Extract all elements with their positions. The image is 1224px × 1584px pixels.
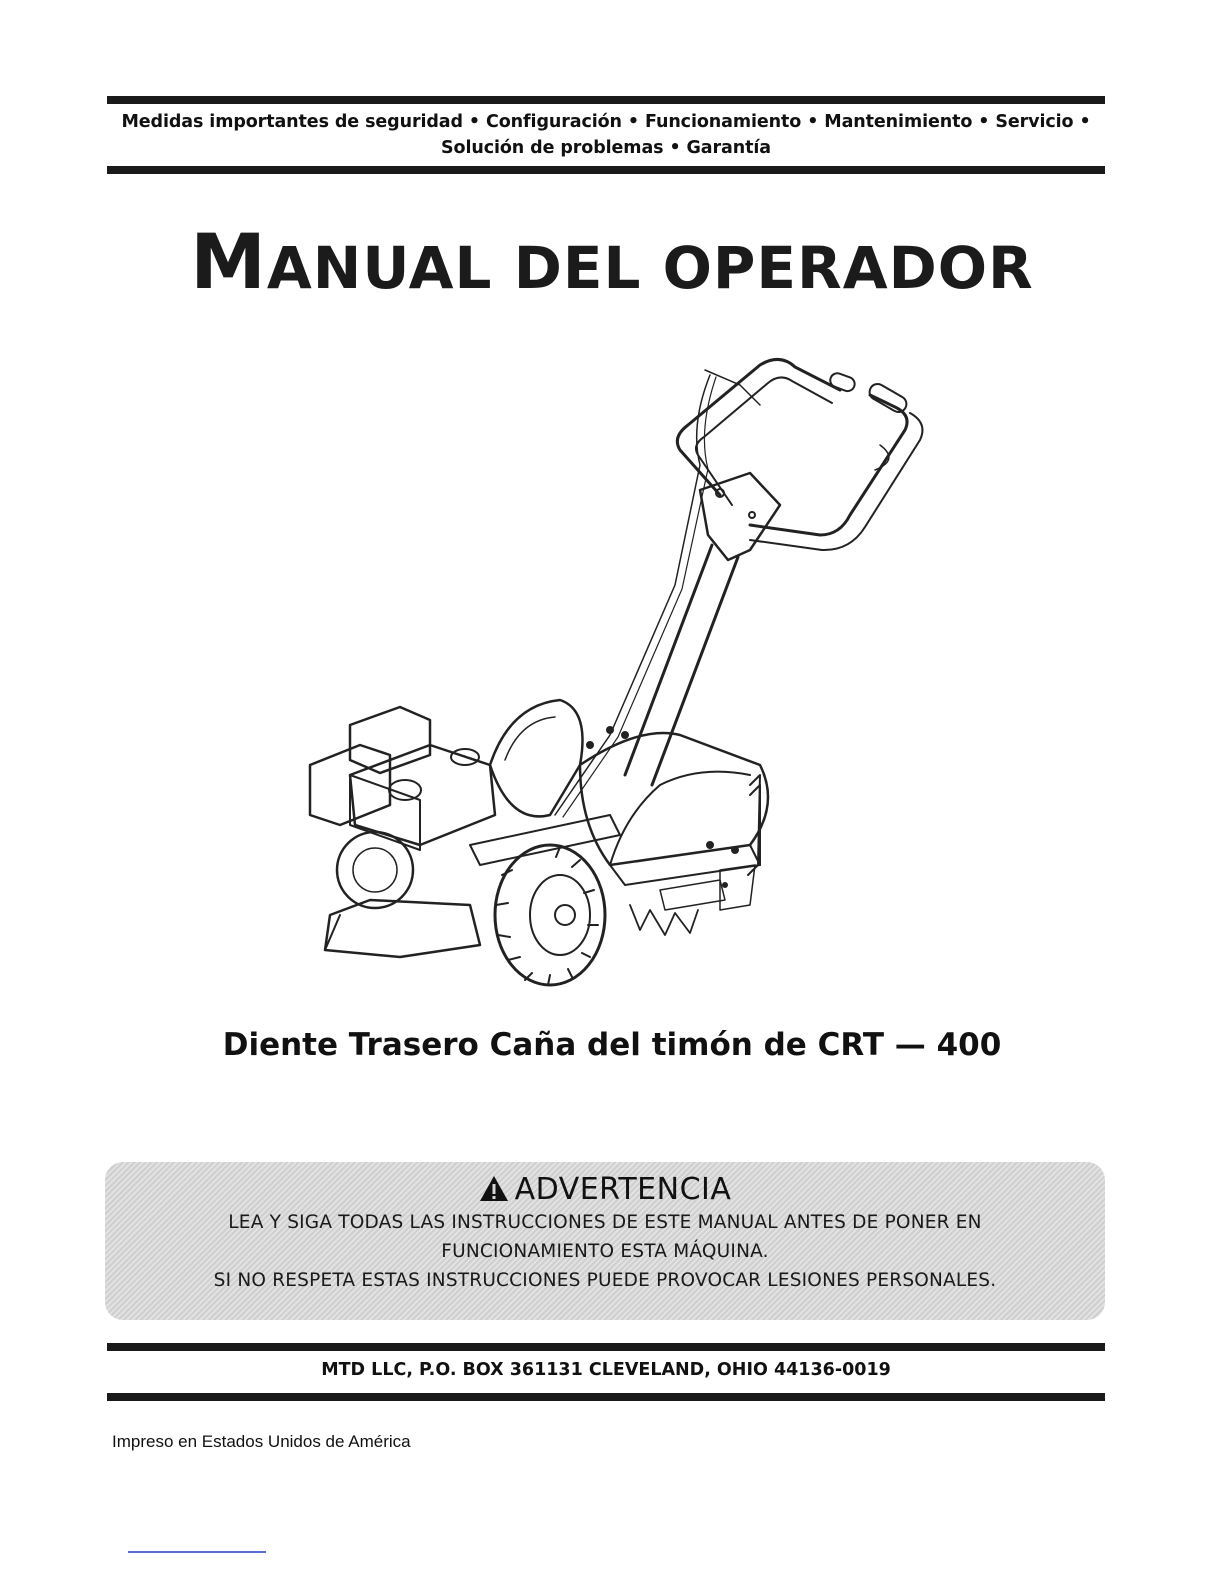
- topics-line-1: Medidas importantes de seguridad • Configuración • Funcionamiento • Mantenimiento • Servicio •: [121, 112, 1091, 132]
- warning-line-1: LEA Y SIGA TODAS LAS INSTRUCCIONES DE ESTE MANUAL ANTES DE PONER EN: [228, 1212, 982, 1233]
- bottom-rule-upper: [107, 1343, 1105, 1351]
- title-rest: ANUAL DEL OPERADOR: [266, 234, 1034, 302]
- topics-line-2: Solución de problemas • Garantía: [441, 138, 771, 158]
- footnote-line: [128, 1551, 266, 1553]
- warning-line-2: FUNCIONAMIENTO ESTA MÁQUINA.: [441, 1241, 769, 1262]
- page-title: [0, 217, 1224, 308]
- warning-heading-text: ADVERTENCIA: [514, 1172, 732, 1207]
- top-rule-lower: [107, 166, 1105, 174]
- model-subtitle: Diente Trasero Caña del timón de CRT — 400: [222, 1027, 1002, 1063]
- title-initial: M: [190, 217, 267, 306]
- tiller-illustration: [280, 345, 940, 1010]
- warning-heading: [105, 1170, 1105, 1210]
- bottom-rule-lower: [107, 1393, 1105, 1401]
- printed-in-note: Impreso en Estados Unidos de América: [112, 1432, 411, 1451]
- company-address: MTD LLC, P.O. BOX 361131 CLEVELAND, OHIO 44136-0019: [321, 1360, 891, 1380]
- contents-topics: [107, 109, 1105, 161]
- warning-line-3: SI NO RESPETA ESTAS INSTRUCCIONES PUEDE PROVOCAR LESIONES PERSONALES.: [213, 1270, 997, 1291]
- top-rule-upper: [107, 96, 1105, 104]
- warning-triangle-icon: [479, 1175, 509, 1202]
